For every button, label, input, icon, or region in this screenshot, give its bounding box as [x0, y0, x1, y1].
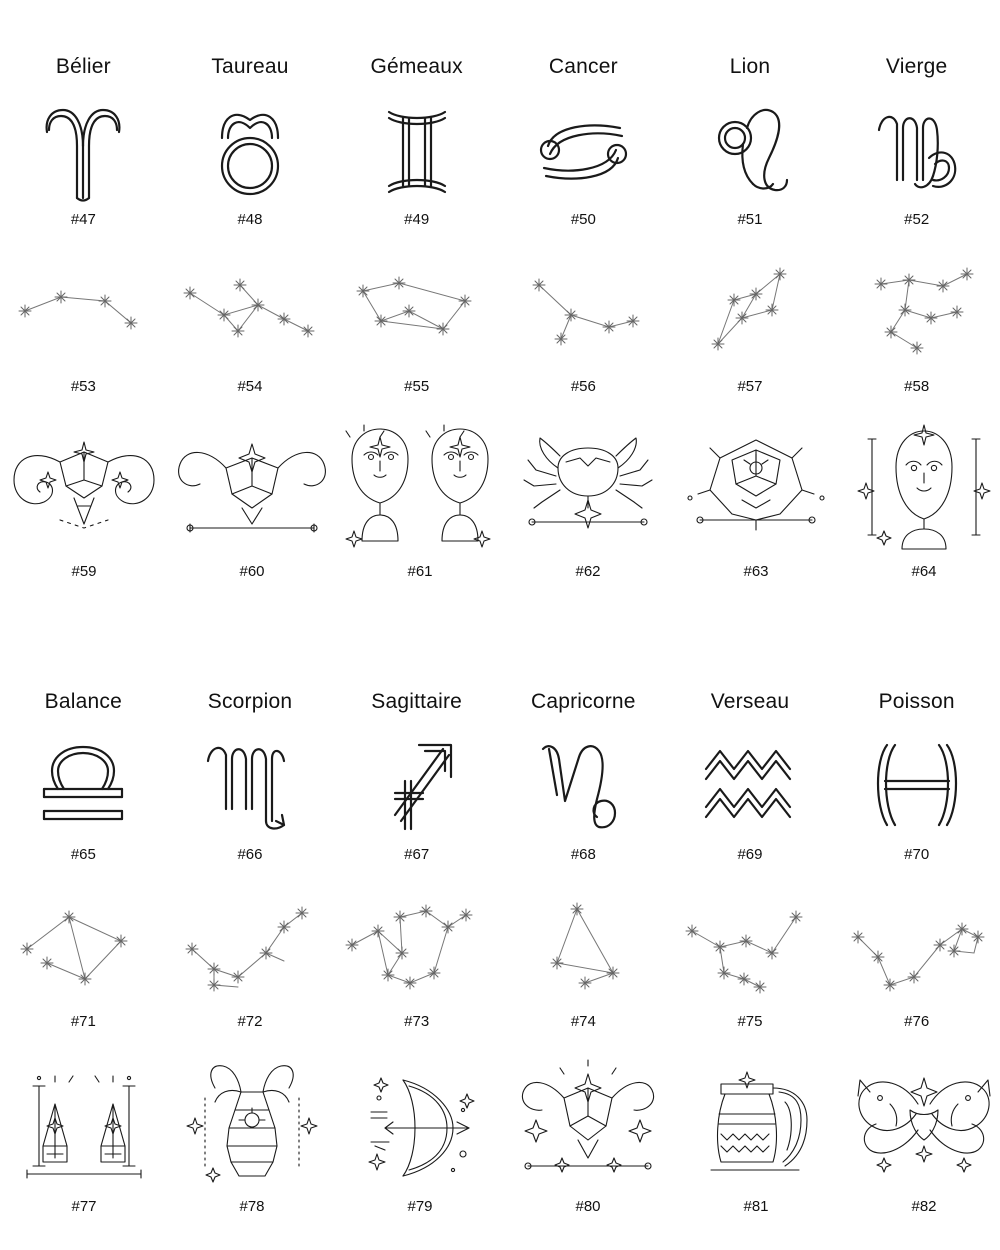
taurus-constellation-icon [170, 261, 330, 371]
gemini-constellation-icon [337, 261, 497, 371]
sign-name-cell [333, 635, 500, 727]
aquarius-jug-illustration-icon [672, 1053, 840, 1193]
illustration-cell [504, 394, 672, 579]
constellation-cell [667, 862, 834, 1029]
sign-name: Poisson [878, 690, 955, 713]
pisces-fish-illustration-icon [840, 1053, 1000, 1193]
item-code: #52 [904, 211, 930, 228]
taurus-bull-illustration-icon [168, 418, 336, 558]
leo-constellation-icon [670, 261, 830, 371]
constellation-cell [833, 862, 1000, 1029]
capricorn-constellation-icon [503, 896, 663, 1006]
glyph-cell [0, 727, 167, 862]
illustration-cell [672, 1029, 840, 1214]
illustration-cell [168, 394, 336, 579]
sign-name-row-2 [0, 635, 1000, 727]
zodiac-block-1 [0, 0, 1000, 579]
item-code: #59 [71, 563, 97, 580]
scorpio-glyph-icon [175, 733, 325, 841]
cancer-glyph-icon [508, 98, 658, 206]
constellation-row-1 [0, 227, 1000, 394]
capricorn-goat-illustration-icon [504, 1053, 672, 1193]
item-code: #62 [575, 563, 601, 580]
item-code: #78 [239, 1198, 265, 1215]
item-code: #75 [737, 1013, 763, 1030]
sign-name: Sagittaire [371, 690, 463, 713]
item-code: #67 [404, 846, 430, 863]
taurus-glyph-icon [175, 98, 325, 206]
sign-name-cell [0, 0, 167, 92]
glyph-row-1 [0, 92, 1000, 227]
virgo-maiden-illustration-icon [840, 418, 1000, 558]
item-code: #66 [237, 846, 263, 863]
illustration-row-1 [0, 394, 1000, 579]
item-code: #64 [911, 563, 937, 580]
gemini-glyph-icon [342, 98, 492, 206]
item-code: #49 [404, 211, 430, 228]
leo-lion-illustration-icon [672, 418, 840, 558]
cancer-crab-illustration-icon [504, 418, 672, 558]
sign-name: Bélier [55, 55, 111, 78]
constellation-cell [0, 862, 167, 1029]
aries-glyph-icon [8, 98, 158, 206]
glyph-cell [500, 727, 667, 862]
sagittarius-constellation-icon [337, 896, 497, 1006]
sign-name-cell [0, 635, 167, 727]
sign-name: Scorpion [207, 690, 293, 713]
glyph-cell [0, 92, 167, 227]
constellation-cell [0, 227, 167, 394]
item-code: #73 [404, 1013, 430, 1030]
item-code: #79 [407, 1198, 433, 1215]
item-code: #53 [70, 378, 96, 395]
sagittarius-bow-illustration-icon [336, 1053, 504, 1193]
aquarius-glyph-icon [675, 733, 825, 841]
item-code: #72 [237, 1013, 263, 1030]
item-code: #56 [570, 378, 596, 395]
sign-name: Vierge [885, 55, 948, 78]
glyph-cell [167, 727, 334, 862]
sign-name-cell [833, 0, 1000, 92]
illustration-cell [0, 1029, 168, 1214]
sign-name: Taureau [211, 55, 289, 78]
aries-constellation-icon [3, 261, 163, 371]
block-separator [0, 579, 1000, 635]
glyph-row-2 [0, 727, 1000, 862]
sign-name-cell [167, 635, 334, 727]
illustration-row-2 [0, 1029, 1000, 1214]
virgo-glyph-icon [842, 98, 992, 206]
item-code: #81 [743, 1198, 769, 1215]
glyph-cell [500, 92, 667, 227]
sign-name: Balance [44, 690, 122, 713]
constellation-cell [833, 227, 1000, 394]
constellation-cell [167, 227, 334, 394]
libra-constellation-icon [3, 896, 163, 1006]
item-code: #50 [570, 211, 596, 228]
item-code: #58 [904, 378, 930, 395]
pisces-constellation-icon [837, 896, 997, 1006]
item-code: #74 [570, 1013, 596, 1030]
sign-name: Verseau [710, 690, 790, 713]
item-code: #71 [70, 1013, 96, 1030]
constellation-cell [667, 227, 834, 394]
sign-name: Lion [729, 55, 771, 78]
illustration-cell [168, 1029, 336, 1214]
sign-name: Capricorne [530, 690, 636, 713]
sign-name: Cancer [548, 55, 618, 78]
illustration-cell [672, 394, 840, 579]
glyph-cell [833, 727, 1000, 862]
sign-name-row-1 [0, 0, 1000, 92]
item-code: #65 [70, 846, 96, 863]
libra-scales-illustration-icon [0, 1053, 168, 1193]
scorpio-constellation-icon [170, 896, 330, 1006]
scorpio-scorpion-illustration-icon [168, 1053, 336, 1193]
constellation-cell [333, 227, 500, 394]
capricorn-glyph-icon [508, 733, 658, 841]
constellation-cell [333, 862, 500, 1029]
item-code: #60 [239, 563, 265, 580]
illustration-cell [336, 394, 504, 579]
sign-name-cell [667, 0, 834, 92]
item-code: #47 [70, 211, 96, 228]
pisces-glyph-icon [842, 733, 992, 841]
virgo-constellation-icon [837, 261, 997, 371]
glyph-cell [667, 727, 834, 862]
item-code: #80 [575, 1198, 601, 1215]
item-code: #70 [904, 846, 930, 863]
glyph-cell [167, 92, 334, 227]
glyph-cell [667, 92, 834, 227]
illustration-cell [504, 1029, 672, 1214]
sign-name: Gémeaux [370, 55, 463, 78]
glyph-cell [833, 92, 1000, 227]
sign-name-cell [333, 0, 500, 92]
item-code: #68 [570, 846, 596, 863]
sign-name-cell [500, 0, 667, 92]
sign-name-cell [667, 635, 834, 727]
constellation-cell [167, 862, 334, 1029]
item-code: #48 [237, 211, 263, 228]
constellation-cell [500, 227, 667, 394]
constellation-cell [500, 862, 667, 1029]
item-code: #63 [743, 563, 769, 580]
item-code: #82 [911, 1198, 937, 1215]
item-code: #76 [904, 1013, 930, 1030]
cancer-constellation-icon [503, 261, 663, 371]
aries-ram-illustration-icon [0, 418, 168, 558]
sign-name-cell [167, 0, 334, 92]
item-code: #54 [237, 378, 263, 395]
item-code: #77 [71, 1198, 97, 1215]
item-code: #57 [737, 378, 763, 395]
item-code: #51 [737, 211, 763, 228]
illustration-cell [336, 1029, 504, 1214]
glyph-cell [333, 727, 500, 862]
item-code: #61 [407, 563, 433, 580]
glyph-cell [333, 92, 500, 227]
item-code: #69 [737, 846, 763, 863]
illustration-cell [0, 394, 168, 579]
sagittarius-glyph-icon [342, 733, 492, 841]
item-code: #55 [404, 378, 430, 395]
gemini-twins-illustration-icon [336, 418, 504, 558]
sign-name-cell [833, 635, 1000, 727]
illustration-cell [840, 394, 1000, 579]
leo-glyph-icon [675, 98, 825, 206]
libra-glyph-icon [8, 733, 158, 841]
aquarius-constellation-icon [670, 896, 830, 1006]
illustration-cell [840, 1029, 1000, 1214]
constellation-row-2 [0, 862, 1000, 1029]
zodiac-block-2 [0, 635, 1000, 1214]
sign-name-cell [500, 635, 667, 727]
